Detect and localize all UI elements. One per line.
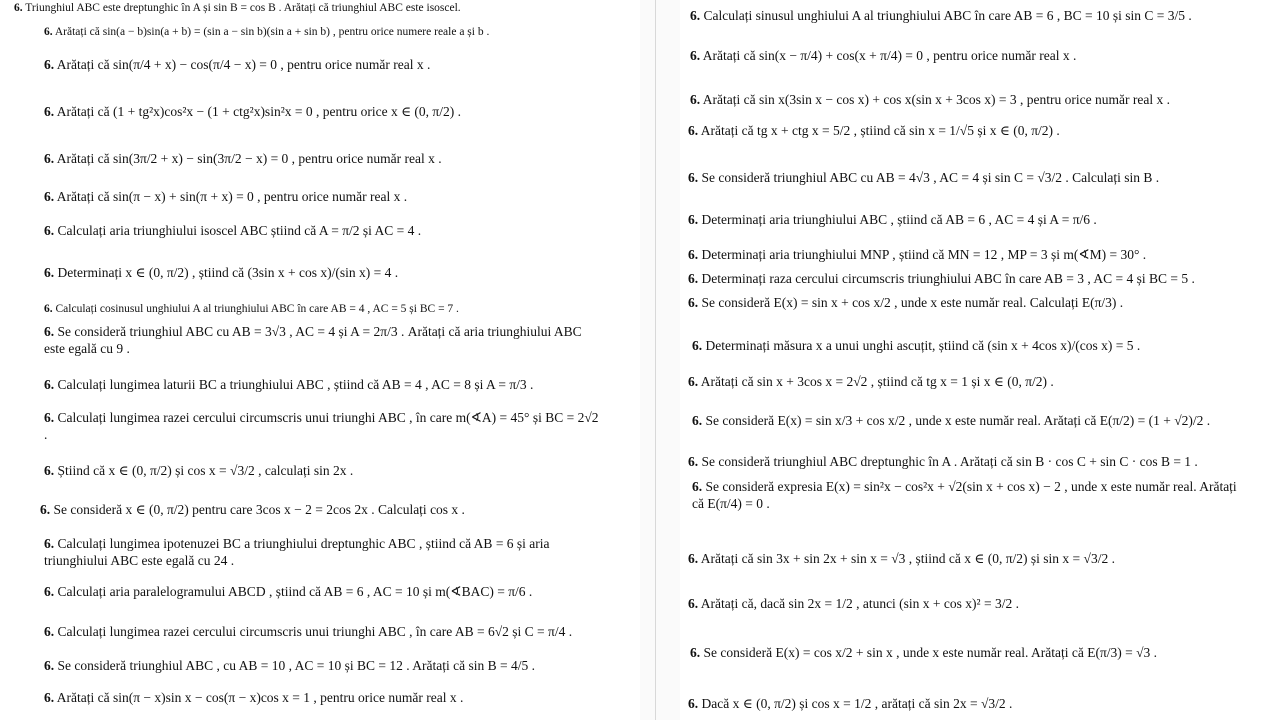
exercise: 6. Se consideră triunghiul ABC , cu AB = 10 , AC = 10 și BC = 12 . Arătați că sin B = 4/5 . [44, 658, 535, 673]
exercise: 6. Arătați că sin x + 3cos x = 2√2 , știind că tg x = 1 și x ∈ (0, π/2) . [688, 374, 1054, 389]
exercise: 6. Arătați că sin(π − x)sin x − cos(π − x)cos x = 1 , pentru orice număr real x . [44, 690, 464, 705]
exercise: 6. Se consideră E(x) = sin x + cos x/2 , unde x este număr real. Calculați E(π/3) . [688, 295, 1124, 310]
exercise: 6. Triunghiul ABC este dreptunghic în A și sin B = cos B . Arătați că triunghiul ABC este isoscel. [14, 2, 461, 14]
exercise: 6. Se consideră x ∈ (0, π/2) pentru care 3cos x − 2 = 2cos 2x . Calculați cos x . [40, 502, 465, 517]
exercise: 6. Arătați că sin(x − π/4) + cos(x + π/4) = 0 , pentru orice număr real x . [690, 48, 1077, 63]
divider [655, 0, 656, 720]
exercise: 6. Se consideră E(x) = sin x/3 + cos x/2 , unde x este număr real. Arătați că E(π/2) = (1 + √2)/2 . [692, 413, 1211, 428]
exercise: 6. Se consideră E(x) = cos x/2 + sin x , unde x este număr real. Arătați că E(π/3) = √3 . [690, 645, 1158, 660]
exercise: 6. Determinați raza cercului circumscris triunghiului ABC în care AB = 3 , AC = 4 și BC = 5 . [688, 271, 1195, 286]
exercise: 6. Dacă x ∈ (0, π/2) și cos x = 1/2 , arătați că sin 2x = √3/2 . [688, 696, 1013, 711]
exercise: 6. Determinați aria triunghiului MNP , știind că MN = 12 , MP = 3 și m(∢M) = 30° . [688, 247, 1147, 262]
exercise: 6. Arătați că sin(π/4 + x) − cos(π/4 − x) = 0 , pentru orice număr real x . [44, 57, 431, 72]
exercise: 6. Arătați că sin x(3sin x − cos x) + cos x(sin x + 3cos x) = 3 , pentru orice număr real x . [690, 92, 1170, 107]
exercise: 6. Arătați că sin 3x + sin 2x + sin x = √3 , știind că x ∈ (0, π/2) și sin x = √3/2 . [688, 551, 1115, 566]
exercise: 6. Știind că x ∈ (0, π/2) și cos x = √3/2 , calculați sin 2x . [44, 463, 354, 478]
exercise: 6. Arătați că sin(π − x) + sin(π + x) = 0 , pentru orice număr real x . [44, 189, 408, 204]
exercise: 6. Determinați x ∈ (0, π/2) , știind că (3sin x + cos x)/(sin x) = 4 . [44, 265, 399, 280]
exercise: 6. Determinați aria triunghiului ABC , știind că AB = 6 , AC = 4 și A = π/6 . [688, 212, 1097, 227]
exercise: 6. Calculați cosinusul unghiului A al triunghiului ABC în care AB = 4 , AC = 5 și BC = 7 . [44, 303, 459, 315]
exercise: 6. Calculați lungimea laturii BC a triunghiului ABC , știind că AB = 4 , AC = 8 și A = π/3 . [44, 377, 534, 392]
page-gutter [640, 0, 680, 720]
exercise: 6. Calculați sinusul unghiului A al triunghiului ABC în care AB = 6 , BC = 10 și sin C = 3/5 . [690, 8, 1192, 23]
exercise: 6. Se consideră triunghiul ABC cu AB = 3√3 , AC = 4 și A = 2π/3 . Arătați că aria triunghiului ABC este egală cu 9 . [44, 324, 582, 356]
right-page [680, 0, 1280, 720]
exercise: 6. Arătați că, dacă sin 2x = 1/2 , atunci (sin x + cos x)² = 3/2 . [688, 596, 1019, 611]
exercise: 6. Calculați lungimea ipotenuzei BC a triunghiului dreptunghic ABC , știind că AB = 6 și aria triunghiului ABC este egală cu 24 . [44, 536, 550, 568]
exercise: 6. Calculați lungimea razei cercului circumscris unui triunghi ABC , în care AB = 6√2 și C = π/4 . [44, 624, 573, 639]
exercise: 6. Determinați măsura x a unui unghi ascuțit, știind că (sin x + 4cos x)/(cos x) = 5 . [692, 338, 1141, 353]
exercise: 6. Arătați că (1 + tg²x)cos²x − (1 + ctg²x)sin²x = 0 , pentru orice x ∈ (0, π/2) . [44, 104, 461, 119]
exercise: 6. Calculați aria paralelogramului ABCD , știind că AB = 6 , AC = 10 și m(∢BAC) = π/6 . [44, 584, 533, 599]
exercise: 6. Se consideră expresia E(x) = sin²x − cos²x + √2(sin x + cos x) − 2 , unde x este număr real. Arătați că E(π/4) = 0 . [692, 479, 1237, 511]
exercise: 6. Arătați că sin(3π/2 + x) − sin(3π/2 − x) = 0 , pentru orice număr real x . [44, 151, 442, 166]
exercise: 6. Arătați că tg x + ctg x = 5/2 , știind că sin x = 1/√5 și x ∈ (0, π/2) . [688, 123, 1060, 138]
exercise: 6. Arătați că sin(a − b)sin(a + b) = (sin a − sin b)(sin a + sin b) , pentru orice numere reale a și b . [44, 26, 490, 38]
exercise: 6. Calculați aria triunghiului isoscel ABC știind că A = π/2 și AC = 4 . [44, 223, 422, 238]
exercise: 6. Calculați lungimea razei cercului circumscris unui triunghi ABC , în care m(∢A) = 45° și BC = 2√2 . [44, 410, 599, 442]
exercise: 6. Se consideră triunghiul ABC dreptunghic în A . Arătați că sin B · cos C + sin C · cos B = 1 . [688, 454, 1198, 469]
exercise: 6. Se consideră triunghiul ABC cu AB = 4√3 , AC = 4 și sin C = √3/2 . Calculați sin B . [688, 170, 1160, 185]
